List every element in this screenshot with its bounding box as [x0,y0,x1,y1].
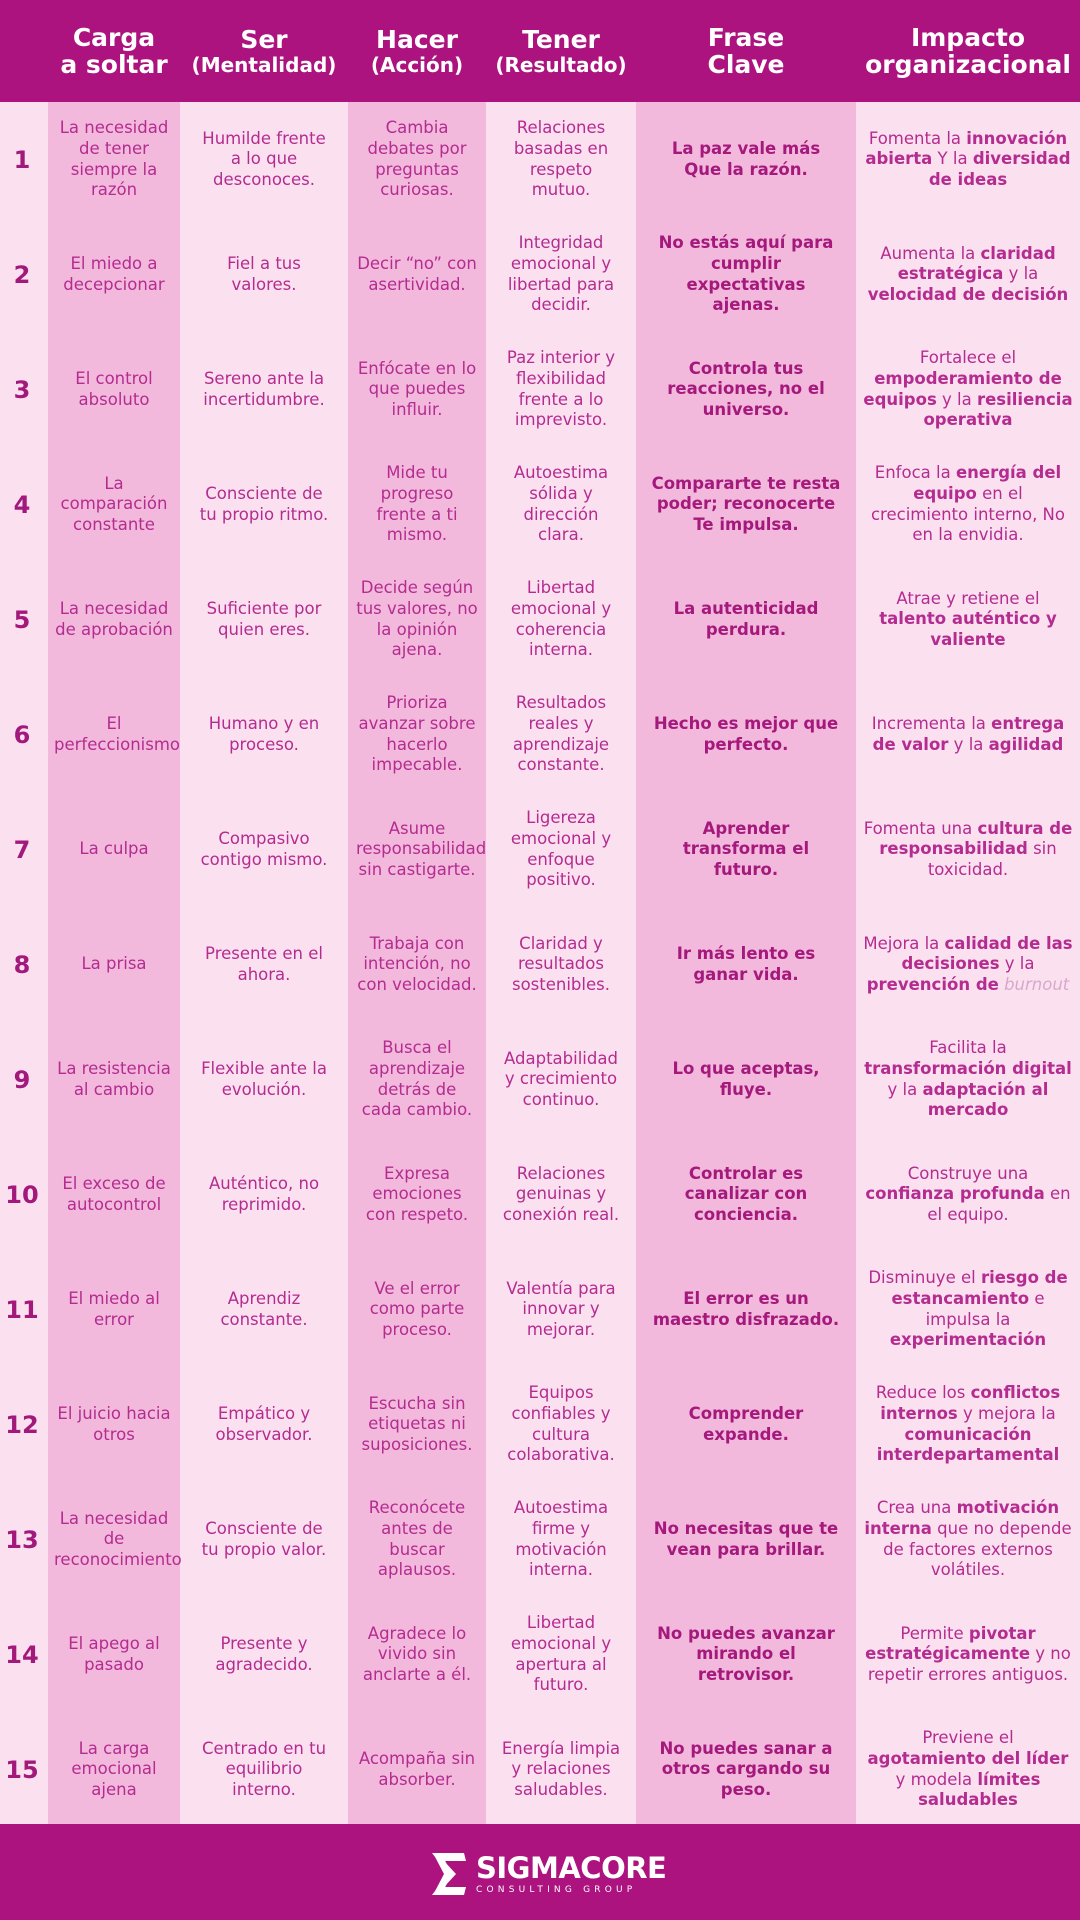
ser-text: Humilde frente a lo que desconoces. [202,128,326,189]
column-header-frase [636,0,856,102]
tener-text: Autoestima firme y motivación interna. [513,1498,609,1580]
tener-text: Valentía para innovar y mejorar. [506,1278,616,1339]
column-header-tener-subtitle: (Resultado) [495,52,627,77]
cell-number [0,907,44,1022]
cell-impacto [856,1137,1080,1252]
table-row [0,562,1080,677]
impact-highlight: resiliencia operativa [923,389,1073,430]
row-number: 11 [5,1295,39,1324]
cell-ser [180,1022,348,1137]
tener-text: Energía limpia y relaciones saludables. [501,1738,621,1799]
column-header-carga [48,0,180,102]
carga-text: La comparación constante [60,473,168,534]
column-header-impacto-title: Impacto organizacional [865,22,1071,79]
impact-highlight: comunicación interdepartamental [876,1424,1060,1465]
hacer-text: Cambia debates por preguntas curiosas. [367,118,467,200]
cell-carga [48,1137,180,1252]
impact-text [863,1624,1073,1686]
logo-name: SIGMACORE [476,1850,667,1885]
impact-highlight: cultura de responsabilidad [879,818,1073,859]
row-number: 15 [5,1755,39,1784]
column-header-ser [180,0,348,102]
tener-text: Autoestima sólida y dirección clara. [513,463,609,545]
cell-frase [636,1712,856,1827]
impact-segment: y modela [895,1769,978,1789]
ser-text: Presente en el ahora. [205,943,323,984]
row-number: 13 [5,1525,39,1554]
cell-tener [486,1482,636,1597]
cell-number [0,677,44,792]
table-row [0,332,1080,447]
column-header-tener [486,0,636,102]
impact-text [863,1268,1073,1351]
hacer-text: Asume responsabilidad sin castigarte. [356,818,487,879]
ser-text: Sereno ante la incertidumbre. [203,368,325,409]
cell-carga [48,1712,180,1827]
hacer-text: Escucha sin etiquetas ni suposiciones. [361,1393,473,1454]
impact-text [863,1164,1073,1226]
cell-carga [48,1252,180,1367]
frase-text: Controla tus reacciones, no el universo. [667,358,825,419]
table-row [0,1482,1080,1597]
impact-segment: Facilita la [929,1038,1007,1058]
hacer-text: Acompaña sin absorber. [358,1748,476,1789]
cell-impacto [856,332,1080,447]
impact-highlight: experimentación [889,1330,1047,1350]
impact-highlight: prevención de [866,974,999,994]
carga-text: El apego al pasado [68,1633,160,1674]
column-header-carga-title: Carga a soltar [60,22,168,79]
cell-impacto [856,1482,1080,1597]
impact-segment: y la [1003,264,1039,284]
impact-segment: Y la [932,149,973,169]
cell-impacto [856,677,1080,792]
cell-ser [180,1712,348,1827]
hacer-text: Expresa emociones con respeto. [365,1163,469,1224]
column-header-hacer-subtitle: (Acción) [370,52,464,77]
impact-segment: Atrae y retiene el [896,588,1040,608]
hacer-text: Trabaja con intención, no con velocidad. [357,933,477,994]
hacer-text: Ve el error como parte proceso. [369,1278,465,1339]
impact-segment: Permite [900,1623,969,1643]
impact-segment: y mejora la [957,1403,1056,1423]
cell-ser [180,1482,348,1597]
row-number: 7 [13,835,31,864]
cell-frase [636,1137,856,1252]
impact-segment: que no depende de factores externos volátiles. [883,1518,1072,1580]
impact-segment: y la [936,389,977,409]
impact-text [863,1383,1073,1466]
cell-ser [180,217,348,332]
cell-number [0,102,44,217]
frase-text: Lo que aceptas, fluye. [672,1058,820,1099]
table-row [0,447,1080,562]
cell-carga [48,792,180,907]
cell-tener [486,1367,636,1482]
cell-tener [486,217,636,332]
tener-text: Integridad emocional y libertad para decidir. [507,233,615,315]
impact-highlight: conflictos internos [880,1383,1061,1423]
cell-ser [180,1252,348,1367]
table-row [0,907,1080,1022]
cell-impacto [856,217,1080,332]
cell-tener [486,1022,636,1137]
cell-frase [636,907,856,1022]
ser-text: Suficiente por quien eres. [206,598,322,639]
cell-impacto [856,1252,1080,1367]
impact-segment: Fortalece el [919,348,1017,368]
impact-text [863,1038,1073,1121]
frase-text: No puedes avanzar mirando el retrovisor. [657,1623,835,1684]
impact-highlight: riesgo de estancamiento [891,1268,1068,1308]
cell-impacto [856,1597,1080,1712]
impact-highlight: adaptación al mercado [922,1079,1049,1120]
cell-ser [180,677,348,792]
cell-frase [636,562,856,677]
hacer-text: Prioriza avanzar sobre hacerlo impecable. [358,693,476,775]
carga-text: El perfeccionismo [54,713,180,754]
row-number: 3 [13,375,31,404]
frase-text: Hecho es mejor que perfecto. [653,713,839,754]
table-row [0,792,1080,907]
cell-impacto [856,447,1080,562]
cell-ser [180,907,348,1022]
cell-number [0,1022,44,1137]
impact-segment: y no repetir errores antiguos. [867,1644,1071,1684]
hacer-text: Enfócate en lo que puedes influir. [357,358,477,419]
frase-text: El error es un maestro disfrazado. [652,1288,840,1329]
carga-text: La resistencia al cambio [57,1058,171,1099]
cell-impacto [856,562,1080,677]
frase-text: Controlar es canalizar con conciencia. [684,1163,808,1224]
impact-text [863,819,1073,881]
impact-highlight: claridad estratégica [897,243,1056,284]
carga-text: La necesidad de aprobación [55,598,173,639]
tener-text: Adaptabilidad y crecimiento continuo. [504,1048,618,1109]
impact-text [863,1498,1073,1581]
column-header-tener-title: Tener [522,25,600,55]
cell-carga [48,102,180,217]
cell-tener [486,332,636,447]
column-header-ser-title: Ser [240,25,288,55]
sigma-icon [430,1851,472,1897]
cell-carga [48,677,180,792]
tener-text: Claridad y resultados sostenibles. [511,933,610,994]
cell-tener [486,1252,636,1367]
cell-number [0,1482,44,1597]
cell-frase [636,332,856,447]
cell-hacer [348,217,486,332]
cell-tener [486,1137,636,1252]
cell-frase [636,217,856,332]
cell-tener [486,1712,636,1827]
impact-text [863,463,1073,546]
impact-text [863,714,1073,755]
frase-text: No puedes sanar a otros cargando su peso. [659,1738,833,1799]
sigmacore-logo [430,1851,666,1897]
frase-text: Aprender transforma el futuro. [682,818,810,879]
carga-text: La carga emocional ajena [71,1738,157,1799]
row-number: 8 [13,950,31,979]
cell-ser [180,1597,348,1712]
cell-carga [48,907,180,1022]
ser-text: Humano y en proceso. [208,713,320,754]
cell-frase [636,1252,856,1367]
cell-frase [636,1022,856,1137]
impact-segment: Incrementa la [871,713,992,733]
ser-text: Centrado en tu equilibrio interno. [201,1738,327,1799]
cell-hacer [348,447,486,562]
impact-segment: y la [887,1079,923,1099]
row-number: 12 [5,1410,39,1439]
impact-segment: Fomenta la [868,128,967,148]
impact-segment: Mejora la [863,933,945,953]
impact-highlight: pivotar estratégicamente [865,1623,1036,1664]
table-row [0,1712,1080,1827]
hacer-text: Mide tu progreso frente a ti mismo. [376,463,458,545]
tener-text: Libertad emocional y apertura al futuro. [510,1613,612,1695]
row-number: 5 [13,605,31,634]
row-number: 9 [13,1065,31,1094]
cell-impacto [856,102,1080,217]
cell-ser [180,102,348,217]
cell-number [0,332,44,447]
cell-carga [48,562,180,677]
cell-hacer [348,1022,486,1137]
impact-segment: burnout [998,974,1070,994]
cell-hacer [348,102,486,217]
cell-number [0,1367,44,1482]
cell-frase [636,1367,856,1482]
impact-segment: Crea una [876,1498,957,1518]
impact-segment: Aumenta la [880,243,981,263]
ser-text: Fiel a tus valores. [227,253,301,294]
impact-segment: y la [999,954,1035,974]
tener-text: Relaciones genuinas y conexión real. [502,1163,620,1224]
cell-number [0,447,44,562]
table-row [0,1597,1080,1712]
cell-ser [180,1367,348,1482]
column-header-impacto [856,0,1080,102]
impact-highlight: velocidad de decisión [867,284,1069,304]
impact-segment: Enfoca la [874,463,956,483]
row-number: 4 [13,490,31,519]
impact-segment: Reduce los [875,1383,971,1403]
cell-ser [180,792,348,907]
impact-highlight: talento auténtico y valiente [879,609,1057,649]
frase-text: Ir más lento es ganar vida. [676,943,816,984]
row-number: 6 [13,720,31,749]
ser-text: Consciente de tu propio ritmo. [199,483,329,524]
cell-hacer [348,1482,486,1597]
column-header-frase-title: Frase Clave [707,22,785,79]
column-header-hacer [348,0,486,102]
column-header-hacer-title: Hacer [376,25,458,55]
tener-text: Relaciones basadas en respeto mutuo. [513,118,609,200]
logo-tagline: CONSULTING GROUP [476,1884,637,1895]
impact-segment: y la [948,734,989,754]
cell-carga [48,1367,180,1482]
impact-highlight: motivación interna [864,1498,1060,1538]
tener-text: Libertad emocional y coherencia interna. [510,578,612,660]
impact-highlight: diversidad de ideas [928,149,1071,189]
table-row [0,677,1080,792]
impact-segment: e impulsa la [925,1288,1045,1329]
impact-segment: Previene el [922,1728,1014,1748]
cell-carga [48,1482,180,1597]
ser-text: Compasivo contigo mismo. [200,828,328,869]
impact-highlight: transformación digital [864,1058,1072,1078]
hacer-text: Decir “no” con asertividad. [357,253,477,294]
impact-text [863,348,1073,431]
cell-hacer [348,1252,486,1367]
table-row [0,102,1080,217]
tener-text: Resultados reales y aprendizaje constante. [512,693,610,775]
cell-tener [486,1597,636,1712]
carga-text: La necesidad de reconocimiento [54,1508,182,1569]
frase-text: No estás aquí para cumplir expectativas ajenas. [658,233,834,315]
carga-text: El miedo a decepcionar [63,253,165,294]
impact-text [863,1728,1073,1811]
row-number: 1 [13,145,31,174]
cell-carga [48,1022,180,1137]
cell-hacer [348,792,486,907]
cell-number [0,792,44,907]
cell-number [0,1712,44,1827]
frase-text: La autenticidad perdura. [673,598,819,639]
cell-number [0,217,44,332]
cell-tener [486,102,636,217]
cell-carga [48,447,180,562]
tener-text: Ligereza emocional y enfoque positivo. [510,808,612,890]
tener-text: Equipos confiables y cultura colaborativa. [507,1383,615,1465]
impact-highlight: límites saludables [918,1769,1041,1810]
impact-highlight: calidad de las decisiones [901,933,1073,974]
row-number: 2 [13,260,31,289]
cell-hacer [348,332,486,447]
cell-frase [636,792,856,907]
carga-text: La necesidad de tener siempre la razón [59,118,169,200]
cell-ser [180,562,348,677]
cell-hacer [348,907,486,1022]
ser-text: Presente y agradecido. [215,1633,313,1674]
carga-text: El miedo al error [68,1288,160,1329]
cell-ser [180,447,348,562]
cell-impacto [856,907,1080,1022]
frase-text: La paz vale más Que la razón. [671,138,821,179]
impact-highlight: agilidad [988,734,1064,754]
hacer-text: Reconócete antes de buscar aplausos. [368,1498,466,1580]
cell-frase [636,447,856,562]
carga-text: La culpa [79,839,149,859]
frase-text: Comprender expande. [688,1403,804,1444]
impact-segment: en el crecimiento interno, No en la envidia. [870,483,1065,545]
cell-tener [486,447,636,562]
table-row [0,1137,1080,1252]
cell-carga [48,217,180,332]
table-row [0,1252,1080,1367]
hacer-text: Decide según tus valores, no la opinión ajena. [356,578,478,660]
row-number: 10 [5,1180,39,1209]
carga-text: El exceso de autocontrol [62,1173,166,1214]
ser-text: Aprendiz constante. [220,1288,308,1329]
cell-number [0,1252,44,1367]
impact-segment: en el equipo. [927,1184,1071,1224]
cell-hacer [348,1137,486,1252]
ser-text: Auténtico, no reprimido. [208,1173,320,1214]
cell-impacto [856,1712,1080,1827]
ser-text: Empático y observador. [215,1403,313,1444]
hacer-text: Agradece lo vivido sin anclarte a él. [362,1623,472,1684]
impact-text [863,934,1073,996]
cell-number [0,1137,44,1252]
cell-tener [486,792,636,907]
impact-highlight: energía del equipo [913,463,1062,503]
cell-impacto [856,1022,1080,1137]
cell-frase [636,102,856,217]
impact-highlight: empoderamiento de equipos [863,368,1062,409]
cell-carga [48,1597,180,1712]
cell-hacer [348,1597,486,1712]
impact-segment: sin toxicidad. [927,839,1057,879]
ser-text: Consciente de tu propio valor. [201,1518,327,1559]
cell-impacto [856,792,1080,907]
impact-segment: Construye una [907,1163,1029,1183]
cell-carga [48,332,180,447]
cell-tener [486,677,636,792]
impact-text [863,244,1073,306]
impact-segment: Fomenta una [863,818,978,838]
cell-ser [180,332,348,447]
cell-tener [486,907,636,1022]
cell-frase [636,1597,856,1712]
frase-text: No necesitas que te vean para brillar. [653,1518,839,1559]
cell-hacer [348,562,486,677]
cell-hacer [348,1367,486,1482]
cell-ser [180,1137,348,1252]
impact-highlight: agotamiento del líder [867,1748,1069,1768]
cell-tener [486,562,636,677]
carga-text: La prisa [81,954,147,974]
cell-hacer [348,677,486,792]
tener-text: Paz interior y flexibilidad frente a lo imprevisto. [506,348,616,430]
cell-number [0,562,44,677]
hacer-text: Busca el aprendizaje detrás de cada cambio. [361,1038,473,1120]
impact-text [863,129,1073,191]
cell-frase [636,1482,856,1597]
table-row [0,1367,1080,1482]
impact-segment: Disminuye el [868,1268,981,1288]
frase-text: Compararte te resta poder; reconocerte Te impulsa. [651,473,841,534]
ser-text: Flexible ante la evolución. [201,1058,327,1099]
impact-text [863,589,1073,651]
carga-text: El juicio hacia otros [57,1403,171,1444]
impact-highlight: entrega de valor [872,713,1065,754]
table-row [0,1022,1080,1137]
cell-frase [636,677,856,792]
row-number: 14 [5,1640,39,1669]
table-row [0,217,1080,332]
column-header-ser-subtitle: (Mentalidad) [191,52,337,77]
cell-number [0,1597,44,1712]
impact-highlight: innovación abierta [865,128,1068,169]
carga-text: El control absoluto [75,368,153,409]
cell-hacer [348,1712,486,1827]
impact-highlight: confianza profunda [865,1184,1045,1204]
cell-impacto [856,1367,1080,1482]
